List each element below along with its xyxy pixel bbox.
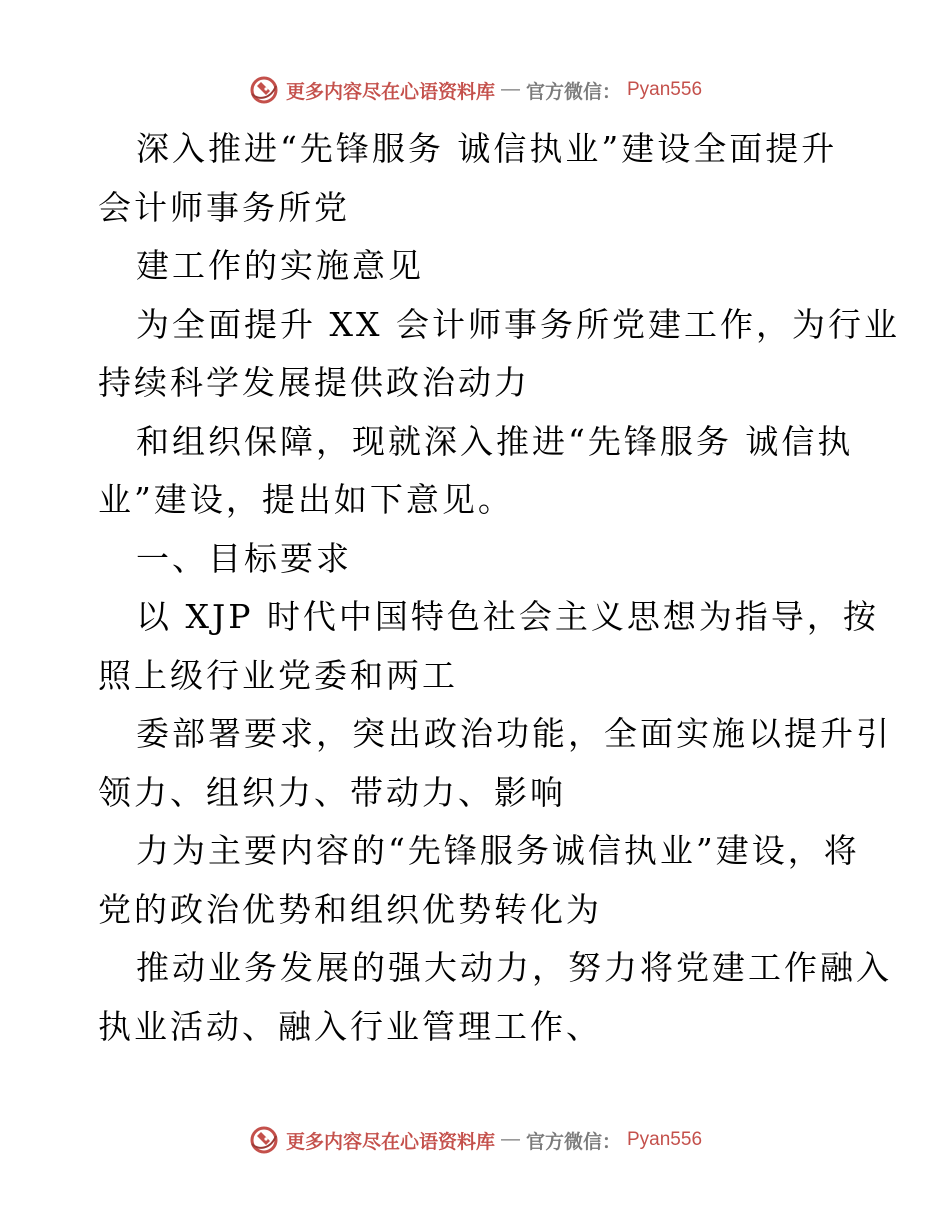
body-line: 为全面提升 XX 会计师事务所党建工作，为行业 [136,304,900,344]
watermark-dash: — [500,79,520,100]
body-line: 一、目标要求 [136,538,352,578]
body-line: 委部署要求，突出政治功能，全面实施以提升引 [136,714,892,753]
watermark-wechat-id: Pyan556 [627,1129,703,1150]
body-line: 执业活动、融入行业管理工作、 [98,1006,602,1046]
pen-nib-logo-icon [248,1124,280,1156]
pen-nib-logo-icon [248,74,280,106]
body-line: 照上级行业党委和两工 [98,655,458,695]
body-line: 推动业务发展的强大动力，努力将党建工作融入 [136,948,892,987]
body-line: 领力、组织力、带动力、影响 [98,772,566,812]
watermark-wechat-label: 官方微信： [525,1130,621,1153]
body-line: 以 XJP 时代中国特色社会主义思想为指导，按 [136,597,879,636]
watermark-wechat-label: 官方微信： [525,80,621,103]
header-watermark [0,70,950,110]
body-line: 建工作的实施意见 [136,246,424,285]
body-line: 持续科学发展提供政治动力 [98,363,530,402]
body-line: 力为主要内容的“先锋服务诚信执业”建设，将 [136,831,860,870]
watermark-wechat-id: Pyan556 [627,79,703,100]
body-line: 会计师事务所党 [98,187,350,227]
watermark-brand-text: 更多内容尽在心语资料库 [285,80,495,103]
body-line: 深入推进“先锋服务 诚信执业”建设全面提升 [136,129,838,168]
watermark-brand-text: 更多内容尽在心语资料库 [285,1130,495,1153]
footer-watermark [0,1120,950,1160]
body-line: 业”建设，提出如下意见。 [98,480,514,519]
body-line: 和组织保障，现就深入推进“先锋服务 诚信执 [136,421,854,461]
watermark-dash: — [500,1129,520,1150]
body-line: 党的政治优势和组织优势转化为 [98,889,602,929]
document-body [98,120,900,1056]
